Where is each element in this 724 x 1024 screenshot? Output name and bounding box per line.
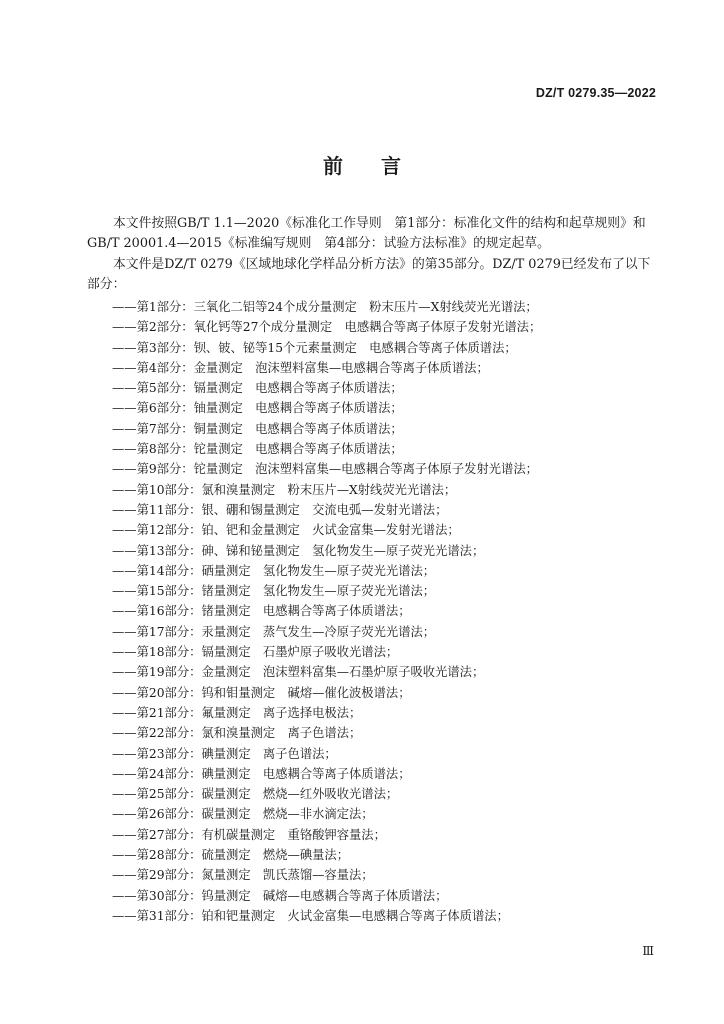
part-text: 钨和钼量测定 碱熔—催化波极谱法； [201,685,411,700]
parts-list [112,297,672,926]
part-label: ——第13部分： [112,543,202,558]
list-item [112,886,672,906]
list-item [112,642,672,662]
list-item [112,297,672,317]
part-text: 铊量测定 电感耦合等离子体质谱法； [193,442,403,457]
part-text: 铊量测定 泡沫塑料富集—电感耦合等离子体原子发射光谱法； [193,462,538,477]
intro-paragraph-1 [87,214,657,255]
page-number: Ⅲ [642,944,654,958]
list-item [112,804,672,824]
part-label: ——第3部分： [112,340,194,355]
part-label: ——第6部分： [112,401,194,416]
part-text: 砷、锑和铋量测定 氢化物发生—原子荧光光谱法； [201,543,485,558]
part-text: 氮量测定 凯氏蒸馏—容量法； [201,868,374,883]
list-item [112,601,672,621]
part-label: ——第12部分： [112,523,202,538]
list-item [112,338,672,358]
part-label: ——第19部分： [112,665,202,680]
part-label: ——第25部分： [112,787,202,802]
part-text: 硫量测定 燃烧—碘量法； [201,848,350,863]
part-text: 锗量测定 电感耦合等离子体质谱法； [201,604,411,619]
part-label: ——第10部分： [112,482,202,497]
part-text: 汞量测定 蒸气发生—冷原子荧光光谱法； [201,624,436,639]
list-item [112,358,672,378]
list-item [112,865,672,885]
part-text: 钡、铍、铋等15个元素量测定 电感耦合等离子体质谱法； [193,340,517,355]
part-text: 氟量测定 离子选择电极法； [201,705,362,720]
list-item [112,784,672,804]
part-label: ——第8部分： [112,442,194,457]
list-item [112,439,672,459]
list-item [112,683,672,703]
part-text: 铂、钯和金量测定 火试金富集—发射光谱法； [201,523,460,538]
list-item [112,662,672,682]
document-code: DZ/T 0279.35—2022 [535,86,656,100]
part-text: 铜量测定 电感耦合等离子体质谱法； [193,421,403,436]
part-label: ——第21部分： [112,705,202,720]
part-label: ——第24部分： [112,766,202,781]
part-label: ——第7部分： [112,421,194,436]
list-item [112,541,672,561]
part-text: 铂和钯量测定 火试金富集—电感耦合等离子体质谱法； [201,908,509,923]
paragraph-text: 本文件按照GB/T 1.1—2020《标准化工作导则 第1部分：标准化文件的结构和起草规则》和GB/T 20001.4—2015《标准编写规则 第4部分：试验方法标准》的规定起草。 [87,216,646,252]
list-item [112,561,672,581]
part-label: ——第9部分： [112,462,194,477]
list-item [112,581,672,601]
part-label: ——第17部分： [112,624,202,639]
part-label: ——第1部分： [112,300,194,314]
part-text: 铀量测定 电感耦合等离子体质谱法； [193,401,403,416]
part-label: ——第18部分： [112,645,202,660]
part-text: 硒量测定 氢化物发生—原子荧光光谱法； [201,563,436,578]
part-label: ——第28部分： [112,848,202,863]
part-label: ——第29部分： [112,868,202,883]
part-text: 碳量测定 燃烧—红外吸收光谱法； [201,787,399,802]
part-text: 碘量测定 离子色谱法； [201,746,337,761]
part-label: ——第4部分： [112,360,194,375]
part-text: 银、硼和锡量测定 交流电弧—发射光谱法； [201,502,448,517]
page-title: 前言 [323,154,439,178]
part-text: 金量测定 泡沫塑料富集—电感耦合等离子体质谱法； [193,360,489,375]
part-text: 碳量测定 燃烧—非水滴定法； [201,807,374,822]
paragraph-text: 本文件是DZ/T 0279《区域地球化学样品分析方法》的第35部分。DZ/T 0279已经发布了以下部分： [87,257,651,293]
list-item [112,520,672,540]
part-text: 镉量测定 电感耦合等离子体质谱法； [193,381,403,396]
part-label: ——第15部分： [112,584,202,599]
intro-paragraph-2 [87,255,657,296]
part-text: 锗量测定 氢化物发生—原子荧光光谱法； [201,584,436,599]
part-label: ——第11部分： [112,502,202,517]
part-label: ——第31部分： [112,908,202,923]
list-item [112,378,672,398]
list-item [112,419,672,439]
part-label: ——第23部分： [112,746,202,761]
part-label: ——第5部分： [112,381,194,396]
list-item [112,845,672,865]
part-label: ——第26部分： [112,807,202,822]
list-item [112,398,672,418]
list-item [112,500,672,520]
part-label: ——第2部分： [112,320,194,335]
list-item [112,906,672,926]
list-item [112,480,672,500]
part-text: 三氧化二铝等24个成分量测定 粉末压片—X射线荧光光谱法； [193,300,538,314]
part-label: ——第20部分： [112,685,202,700]
part-text: 碘量测定 电感耦合等离子体质谱法； [201,766,411,781]
list-item [112,459,672,479]
list-item [112,825,672,845]
part-text: 有机碳量测定 重铬酸钾容量法； [201,827,386,842]
part-label: ——第22部分： [112,726,202,741]
part-label: ——第14部分： [112,563,202,578]
part-label: ——第30部分： [112,888,202,903]
part-text: 钨量测定 碱熔—电感耦合等离子体质谱法； [201,888,448,903]
list-item [112,744,672,764]
list-item [112,764,672,784]
part-text: 镉量测定 石墨炉原子吸收光谱法； [201,645,399,660]
list-item [112,723,672,743]
part-text: 金量测定 泡沫塑料富集—石墨炉原子吸收光谱法； [201,665,485,680]
list-item [112,622,672,642]
list-item [112,703,672,723]
part-text: 氯和溴量测定 粉末压片—X射线荧光光谱法； [201,482,457,497]
part-text: 氧化钙等27个成分量测定 电感耦合等离子体原子发射光谱法； [193,320,542,335]
list-item [112,317,672,337]
part-label: ——第16部分： [112,604,202,619]
part-label: ——第27部分： [112,827,202,842]
part-text: 氯和溴量测定 离子色谱法； [201,726,362,741]
